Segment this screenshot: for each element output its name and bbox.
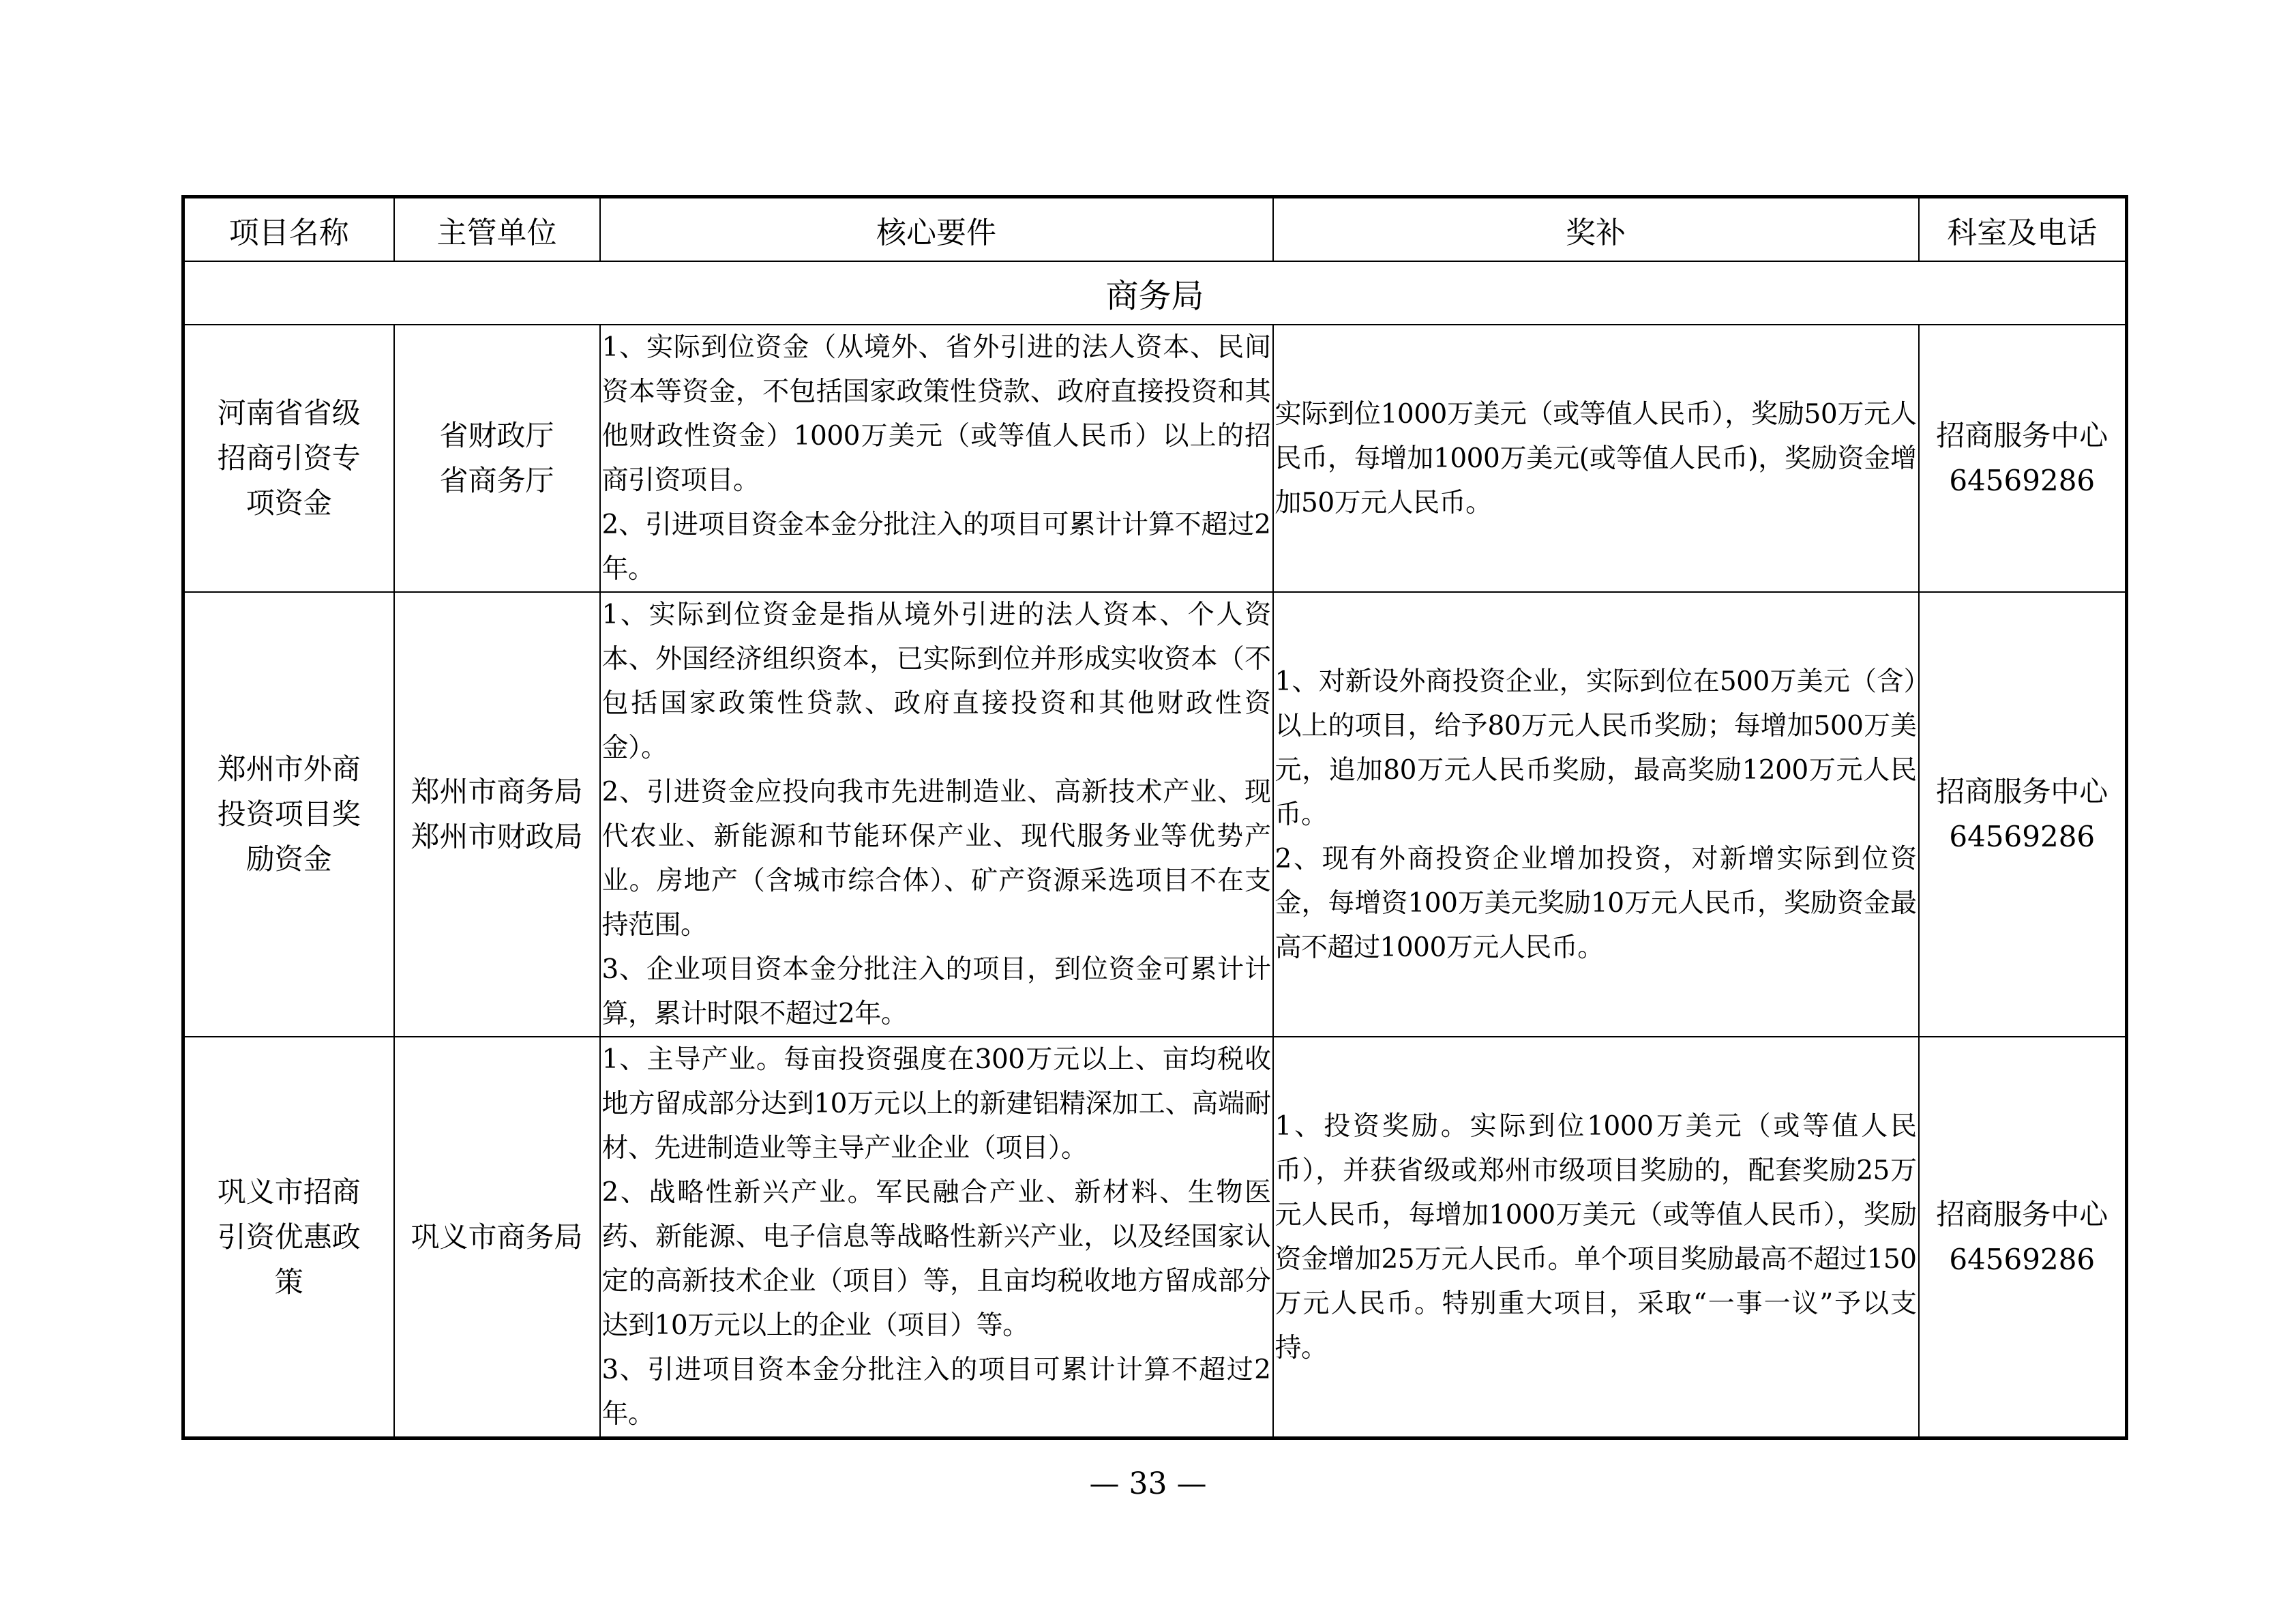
table-row bbox=[183, 1037, 2127, 1438]
subsidy-item: 实际到位1000万美元（或等值人民币），奖励50万元人民币，每增加1000万美元(或等值人民币)，奖励资金增加50万元人民币。 bbox=[1274, 398, 1917, 518]
subsidy-item: 1、对新设外商投资企业，实际到位在500万美元（含）以上的项目，给予80万元人民币奖励；每增加500万美元，追加80万元人民币奖励，最高奖励1200万元人民币。 bbox=[1274, 666, 1917, 830]
table-row bbox=[183, 592, 2127, 1037]
subsidy-item: 2、现有外商投资企业增加投资，对新增实际到位资金，每增资100万美元奖励10万元人民币，奖励资金最高不超过1000万元人民币。 bbox=[1274, 843, 1917, 963]
requirement-item: 3、企业项目资本金分批注入的项目，到位资金可累计计算，累计时限不超过2年。 bbox=[601, 954, 1271, 1029]
subsidy-cell bbox=[1273, 592, 1919, 1037]
authority: 省财政厅 省商务厅 bbox=[439, 419, 554, 497]
table-row bbox=[183, 325, 2127, 592]
contact: 招商服务中心 64569286 bbox=[1936, 419, 2108, 497]
header-subsidy: 奖补 bbox=[1273, 197, 1919, 262]
project-name-cell bbox=[183, 592, 394, 1037]
project-name-cell bbox=[183, 325, 394, 592]
requirement-item: 2、战略性新兴产业。军民融合产业、新材料、生物医药、新能源、电子信息等战略性新兴产业，以及经国家认定的高新技术企业（项目）等，且亩均税收地方留成部分达到10万元以上的企业（项目）等。 bbox=[601, 1177, 1271, 1341]
authority: 巩义市商务局 bbox=[411, 1220, 583, 1254]
requirement-item: 2、引进项目资金本金分批注入的项目可累计计算不超过2年。 bbox=[601, 510, 1271, 585]
project-name-cell bbox=[183, 1037, 394, 1438]
section-row bbox=[183, 261, 2127, 325]
header-authority: 主管单位 bbox=[394, 197, 600, 262]
project-name: 巩义市招商引资优惠政策 bbox=[217, 1175, 361, 1299]
header-requirements: 核心要件 bbox=[600, 197, 1273, 262]
header-contact: 科室及电话 bbox=[1919, 197, 2127, 262]
requirements-cell bbox=[600, 325, 1273, 592]
authority: 郑州市商务局 郑州市财政局 bbox=[411, 775, 583, 853]
requirement-item: 3、引进项目资本金分批注入的项目可累计计算不超过2年。 bbox=[601, 1355, 1271, 1430]
contact-cell bbox=[1919, 592, 2127, 1037]
requirement-item: 2、引进资金应投向我市先进制造业、高新技术产业、现代农业、新能源和节能环保产业、现代服务业等优势产业。房地产（含城市综合体）、矿产资源采选项目不在支持范围。 bbox=[601, 777, 1271, 941]
table-header-row bbox=[183, 197, 2127, 262]
authority-cell bbox=[394, 592, 600, 1037]
page-number: — 33 — bbox=[1089, 1466, 1207, 1501]
policy-table bbox=[181, 195, 2128, 1440]
section-title: 商务局 bbox=[183, 261, 2127, 325]
requirements-cell bbox=[600, 592, 1273, 1037]
subsidy-cell bbox=[1273, 325, 1919, 592]
authority-cell bbox=[394, 1037, 600, 1438]
contact-cell bbox=[1919, 1037, 2127, 1438]
requirement-item: 1、主导产业。每亩投资强度在300万元以上、亩均税收地方留成部分达到10万元以上的新建铝精深加工、高端耐材、先进制造业等主导产业企业（项目）。 bbox=[601, 1044, 1271, 1164]
contact: 招商服务中心 64569286 bbox=[1936, 1197, 2108, 1276]
project-name: 河南省省级招商引资专项资金 bbox=[217, 396, 361, 520]
requirements-cell bbox=[600, 1037, 1273, 1438]
requirement-item: 1、实际到位资金（从境外、省外引进的法人资本、民间资本等资金，不包括国家政策性贷款、政府直接投资和其他财政性资金）1000万美元（或等值人民币）以上的招商引资项目。 bbox=[601, 332, 1271, 496]
requirement-item: 1、实际到位资金是指从境外引进的法人资本、个人资本、外国经济组织资本，已实际到位并形成实收资本（不包括国家政策性贷款、政府直接投资和其他财政性资金）。 bbox=[601, 600, 1271, 763]
subsidy-item: 1、投资奖励。实际到位1000万美元（或等值人民币），并获省级或郑州市级项目奖励的，配套奖励25万元人民币，每增加1000万美元（或等值人民币），奖励资金增加25万元人民币。单个项目奖励最高不超过150万元人民币。特别重大项目，采取“一事一议”予以支持。 bbox=[1274, 1110, 1917, 1363]
project-name: 郑州市外商投资项目奖励资金 bbox=[217, 752, 361, 876]
subsidy-cell bbox=[1273, 1037, 1919, 1438]
contact-cell bbox=[1919, 325, 2127, 592]
header-project-name: 项目名称 bbox=[183, 197, 394, 262]
authority-cell bbox=[394, 325, 600, 592]
contact: 招商服务中心 64569286 bbox=[1936, 775, 2108, 853]
